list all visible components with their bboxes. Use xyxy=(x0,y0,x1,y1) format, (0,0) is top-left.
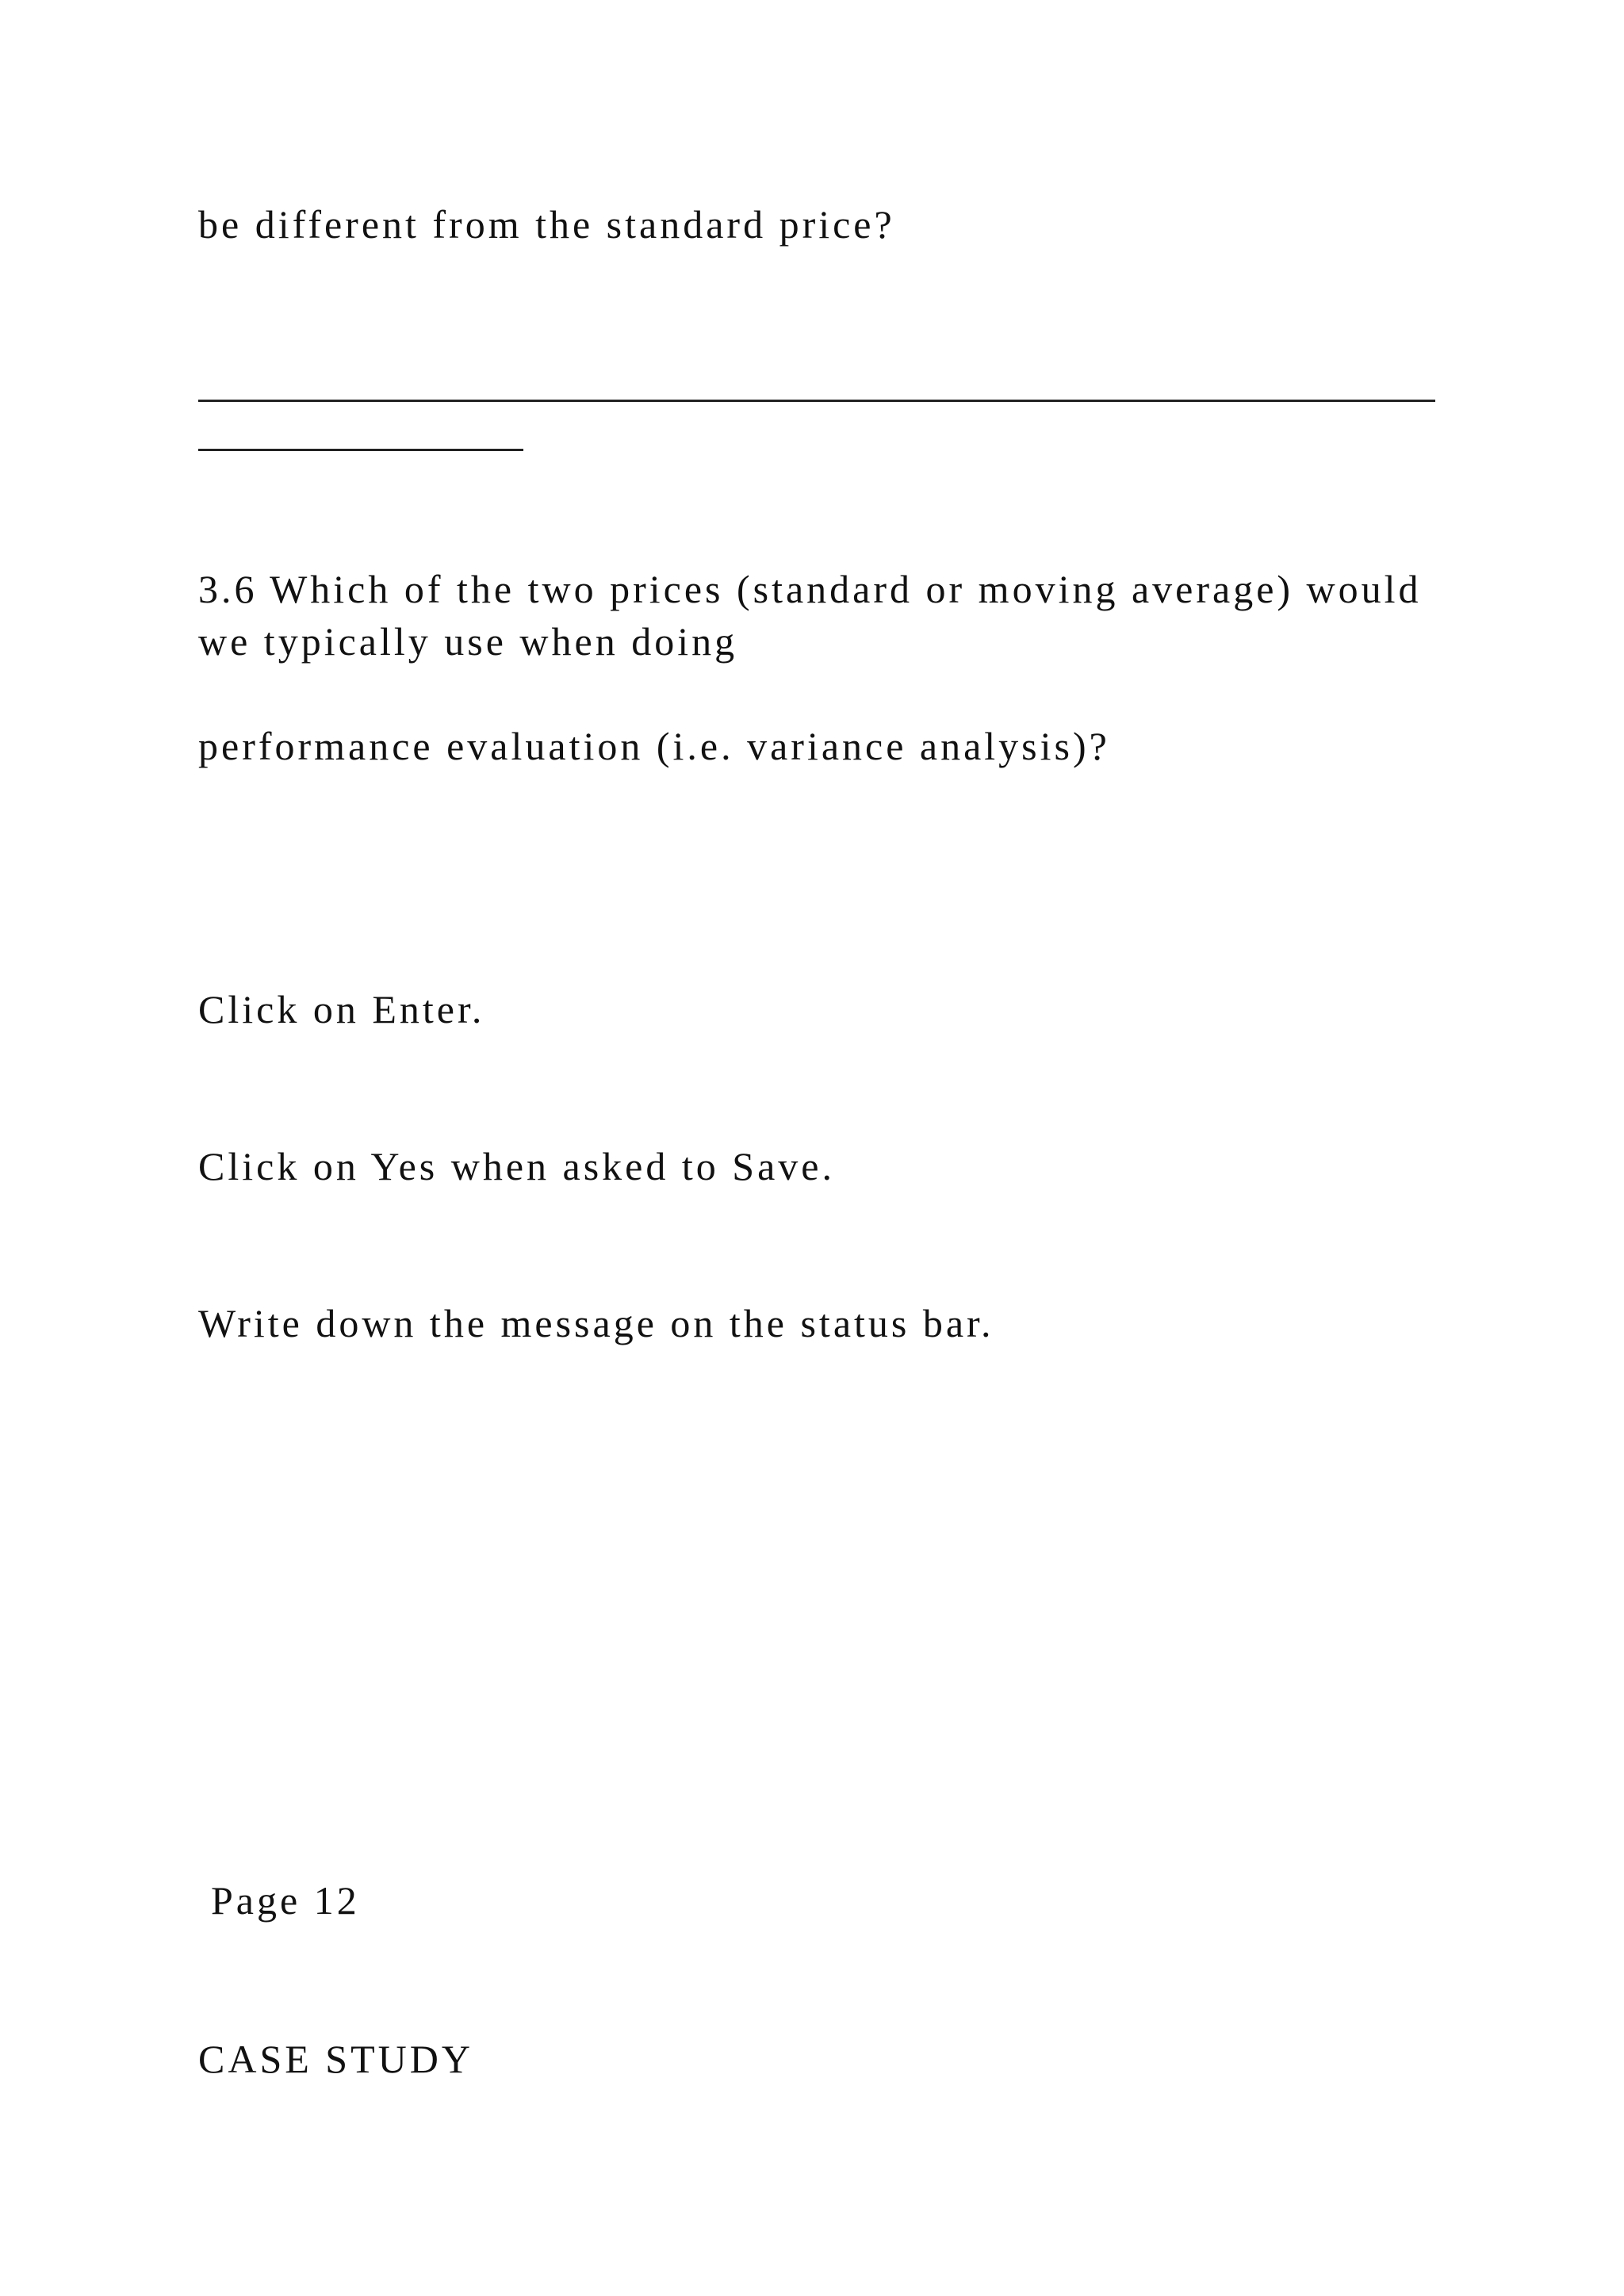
question-3-6-text-line2: we typically use when doing xyxy=(198,619,738,664)
answer-line-continuation xyxy=(198,449,523,451)
instruction-click-yes-save: Click on Yes when asked to Save. xyxy=(198,1144,835,1188)
question-3-6-text: 3.6 Which of the two prices (standard or moving average) would xyxy=(198,567,1422,611)
instruction-click-enter: Click on Enter. xyxy=(198,987,485,1031)
question-3-6-text-line3: performance evaluation (i.e. variance analysis)? xyxy=(198,724,1110,768)
section-heading-case-study: CASE STUDY xyxy=(198,2037,473,2081)
question-continuation-text: be different from the standard price? xyxy=(198,202,895,247)
answer-line xyxy=(198,400,1435,402)
page-number: Page 12 xyxy=(211,1878,360,1923)
instruction-write-status-message: Write down the message on the status bar. xyxy=(198,1301,994,1345)
